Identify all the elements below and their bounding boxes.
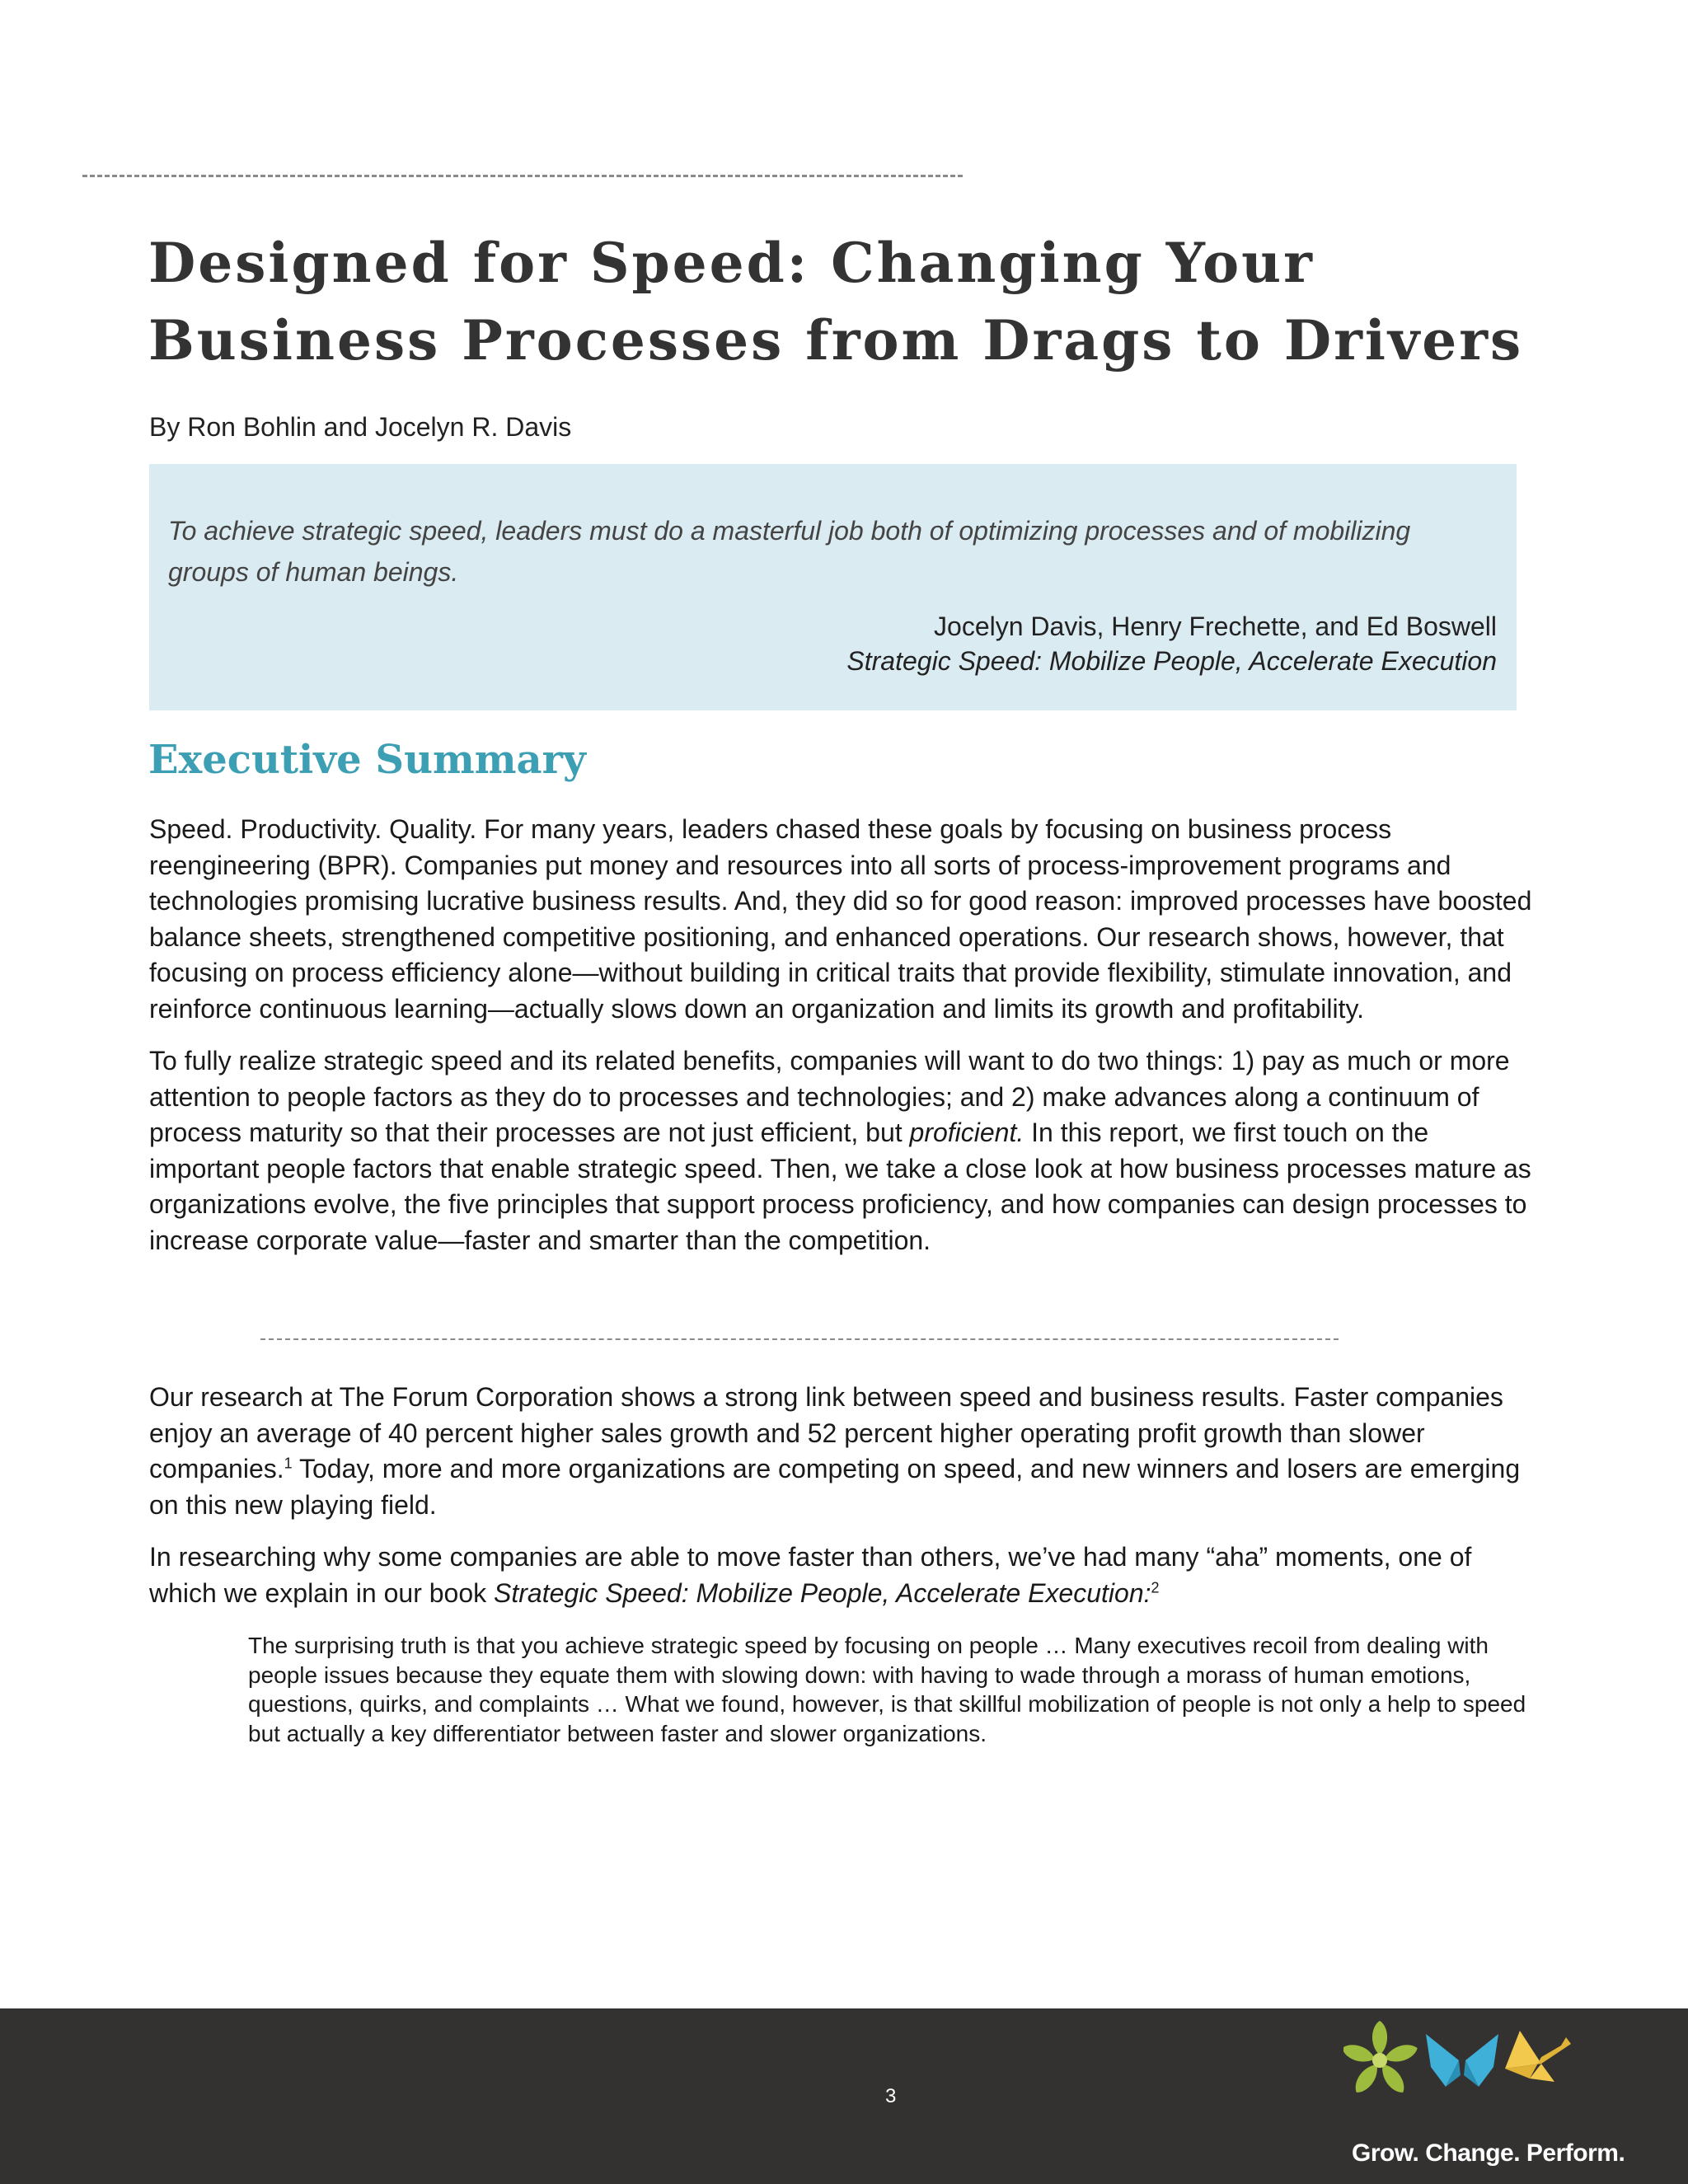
summary-paragraph-2: To fully realize strategic speed and its related benefits, companies will want to do two things: 1) pay as much or more attention to people factors as they do to processes and technologies; and 2) make advances along a continuum of process maturity so that their processes are not just efficient, but proficient. In this report, we first touch on the important people factors that enable strategic speed. Then, we take a close look at how business processes mature as organizations evolve, the five principles that support process proficiency, and how companies can design processes to increase corporate value—faster and smarter than the competition. — [149, 1046, 1531, 1255]
footnote-ref-2: 2 — [1151, 1578, 1160, 1596]
page-title — [148, 224, 1550, 379]
epigraph-authors: Jocelyn Davis, Henry Frechette, and Ed Boswell — [934, 612, 1497, 641]
top-dashed-divider — [82, 175, 963, 177]
epigraph-box — [149, 464, 1517, 710]
epigraph-book-title: Strategic Speed: Mobilize People, Accelerate Execution — [846, 646, 1497, 676]
yellow-origami-bird-icon — [1505, 2031, 1571, 2082]
brand-logo-icons — [1343, 1986, 1624, 2130]
executive-summary-body — [149, 812, 1534, 1258]
byline: By Ron Bohlin and Jocelyn R. Davis — [149, 412, 572, 442]
research-paragraph-2: In researching why some companies are able to move faster than others, we’ve had many “aha” moments, one of which we explain in our book Strategic Speed: Mobilize People, Accelerate Execution:$^2$ — [149, 1542, 1472, 1608]
green-flower-icon — [1343, 2021, 1419, 2097]
blue-butterfly-icon — [1426, 2034, 1498, 2087]
book-title-reference: Strategic Speed: Mobilize People, Accelerate Execution: — [494, 1577, 1151, 1608]
research-paragraph-1: Our research at The Forum Corporation shows a strong link between speed and business results. Faster companies enjoy an average of 40 percent higher sales growth and 52 percent higher operating profit growth than slower companies.$^1$ Today, more and more organizations are competing on speed, and new winners and losers are emerging on this new playing field. — [149, 1382, 1521, 1520]
section-dashed-divider — [260, 1338, 1339, 1340]
page-number: 3 — [885, 2085, 897, 2107]
page-title-line-2: Business Processes from Drags to Drivers — [148, 308, 1524, 373]
brand-tagline: Grow. Change. Perform. — [1352, 2139, 1625, 2167]
epigraph-text: To achieve strategic speed, leaders must do a masterful job both of optimizing processes and of mobilizing groups of human beings. — [168, 516, 1411, 587]
emphasis-proficient: proficient. — [909, 1118, 1025, 1147]
summary-paragraph-1: Speed. Productivity. Quality. For many years, leaders chased these goals by focusing on business process reengineering (BPR). Companies put money and resources into all sorts of process-improvement programs and technologies promising lucrative business results. And, they did so for good reason: improved processes have boosted balance sheets, strengthened competitive positioning, and enhanced operations. Our research shows, however, that focusing on process efficiency alone—without building in critical traits that provide flexibility, stimulate innovation, and reinforce continuous learning—actually slows down an organization and limits its growth and profitability. — [149, 814, 1532, 1024]
section-heading-executive-summary: Executive Summary — [148, 737, 586, 783]
research-body — [149, 1380, 1534, 1611]
book-excerpt-blockquote: The surprising truth is that you achieve strategic speed by focusing on people … Many executives recoil from dealing with people issues because they equate them with slowing down: with having to wade through a morass of human emotions, questions, quirks, and complaints … What we found, however, is that skillful mobilization of people is not only a help to speed but actually a key differentiator between faster and slower organizations. — [248, 1633, 1526, 1746]
page-title-line-1: Designed for Speed: Changing Your — [148, 231, 1315, 295]
epigraph-attribution — [168, 609, 1497, 678]
footnote-ref-1: 1 — [284, 1455, 293, 1472]
